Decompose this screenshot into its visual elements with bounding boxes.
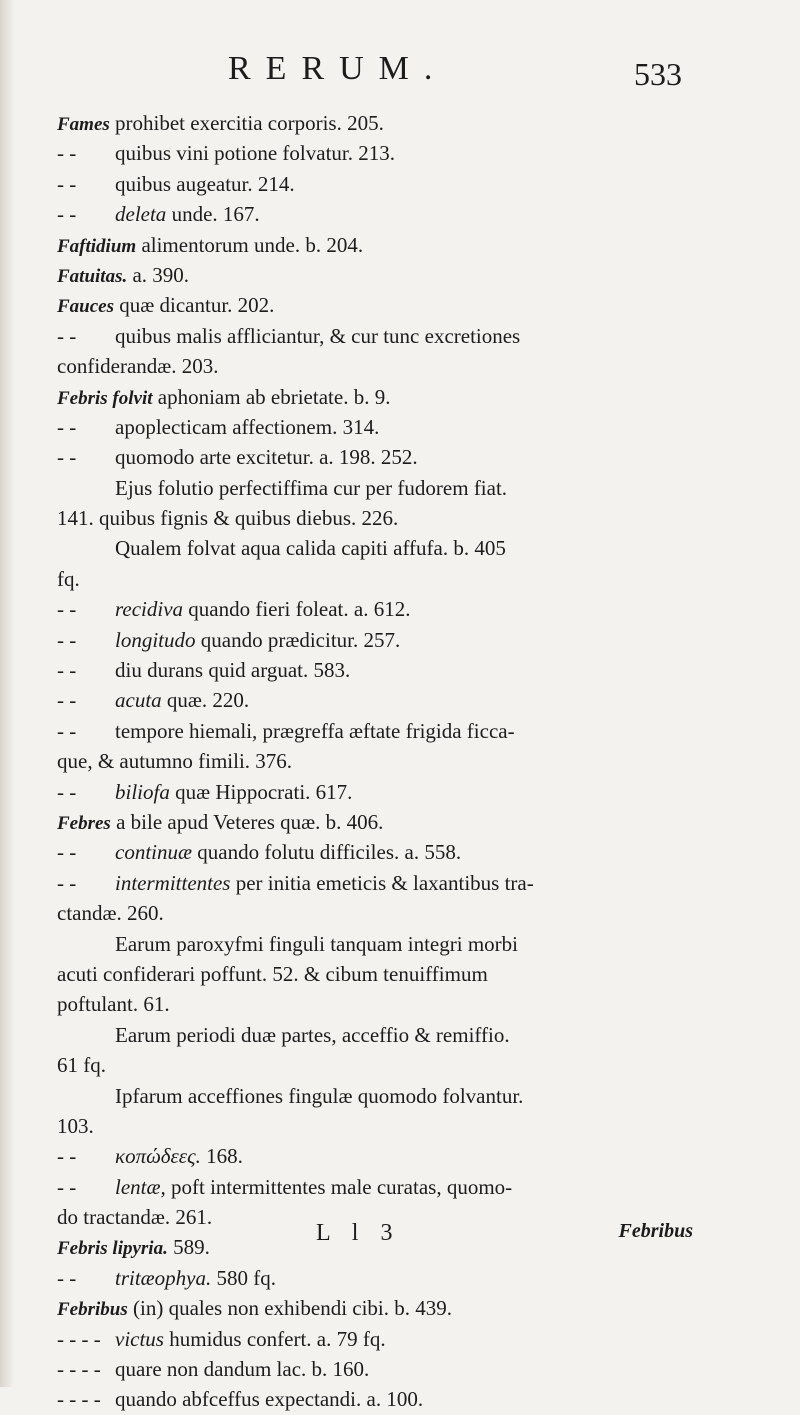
gutter-shadow [0, 0, 14, 1387]
entry-text: per initia emeticis & laxantibus tra- [230, 870, 534, 895]
entry-text: quando fieri foleat. a. 612. [183, 597, 411, 622]
index-entry-line [57, 533, 685, 563]
index-entry-line [57, 1324, 685, 1354]
entry-dash-leader: - - - - [57, 1326, 101, 1351]
index-entry-line [57, 290, 685, 320]
entry-dash-leader: - - [57, 597, 77, 622]
index-entry-line [57, 108, 685, 138]
entry-dash-leader: - - [57, 141, 77, 166]
entry-text: 589. [167, 1235, 210, 1260]
entry-headword: Fames [57, 114, 110, 135]
entry-dash-leader: - - [57, 445, 77, 470]
entry-text: quomodo arte excitetur. a. 198. 252. [115, 445, 418, 470]
entry-dash-leader: - - [57, 627, 77, 652]
entry-text: Qualem folvat aqua calida capiti affufa. b. 405 [115, 536, 506, 561]
entry-text: que, & autumno fimili. 376. [57, 749, 293, 774]
entry-headword: Febris lipyria. [57, 1238, 168, 1260]
index-entry-line [57, 1172, 685, 1202]
index-entry-line [57, 230, 685, 260]
index-entry-line [57, 868, 685, 898]
index-entry-line [57, 1111, 685, 1141]
index-entry-line [57, 746, 685, 776]
entry-text: 61 fq. [57, 1053, 106, 1078]
entry-headword: biliofa [115, 779, 170, 804]
index-entry-line [57, 594, 685, 624]
entry-text: confiderandæ. 203. [57, 354, 219, 379]
entry-text: quæ. 220. [161, 688, 250, 713]
entry-text: fq. [57, 566, 80, 591]
entry-text: diu durans quid arguat. 583. [115, 658, 351, 683]
entry-text: quibus malis affliciantur, & cur tunc excretiones [115, 323, 521, 348]
index-entry-line [57, 199, 685, 229]
index-entry-line [57, 1384, 685, 1414]
entry-dash-leader: - - - - [57, 1387, 101, 1412]
index-entry-line [57, 503, 685, 533]
entry-text: do tractandæ. 261. [57, 1205, 213, 1230]
entry-text: Earum paroxyfmi finguli tanquam integri morbi [115, 931, 518, 956]
entry-text: a. 390. [127, 262, 190, 287]
index-entry-line [57, 169, 685, 199]
index-entry-line [57, 837, 685, 867]
entry-headword: recidiva [115, 597, 184, 622]
index-entry-line [57, 321, 685, 351]
entry-headword: Fauces [57, 296, 114, 318]
entry-headword: continuæ [115, 840, 192, 865]
entry-text: poftulant. 61. [57, 992, 170, 1017]
entry-headword: longitudo [115, 627, 196, 652]
entry-text: ctandæ. 260. [57, 901, 164, 926]
index-entry-line [57, 1081, 685, 1111]
entry-text: Ejus folutio perfectiffima cur per fudorem fiat. [115, 475, 508, 500]
entry-dash-leader: - - [57, 840, 77, 865]
entry-text: a bile apud Veteres quæ. b. 406. [110, 809, 384, 834]
index-entry-line [57, 351, 685, 381]
index-entry-line [57, 777, 685, 807]
entry-dash-leader: - - [57, 1144, 77, 1169]
entry-text: quando prædicitur. 257. [195, 627, 401, 652]
entry-dash-leader: - - [57, 202, 77, 227]
entry-dash-leader: - - [57, 323, 77, 348]
entry-headword: Febribus [57, 1299, 128, 1321]
entry-dash-leader: - - [57, 718, 77, 743]
entry-headword: intermittentes [115, 870, 231, 895]
entry-text: alimentorum unde. b. 204. [136, 232, 364, 257]
entry-text: aphoniam ab ebrietate. b. 9. [152, 384, 391, 409]
entry-headword: tritæophya. [115, 1265, 212, 1290]
entry-text: quando folutu difficiles. a. 558. [192, 840, 462, 865]
entry-headword: victus [115, 1326, 164, 1351]
index-entries [57, 108, 685, 1415]
running-title: RERUM. [228, 50, 448, 87]
entry-headword: lentæ, [115, 1174, 166, 1199]
entry-text: 141. quibus fignis & quibus diebus. 226. [57, 506, 399, 531]
entry-headword: κοπώδεες. [115, 1144, 201, 1169]
entry-text: 580 fq. [211, 1265, 277, 1290]
index-entry-line [57, 959, 685, 989]
entry-text: quæ Hippocrati. 617. [169, 779, 353, 804]
entry-dash-leader: - - [57, 1174, 77, 1199]
index-entry-line [57, 1141, 685, 1171]
index-entry-line [57, 898, 685, 928]
index-entry-line [57, 473, 685, 503]
entry-dash-leader: - - [57, 779, 77, 804]
page-header [0, 50, 800, 100]
entry-headword: Febris folvit [57, 387, 153, 409]
index-entry-line [57, 807, 685, 837]
entry-text: quare non dandum lac. b. 160. [115, 1357, 370, 1382]
index-entry-line [57, 260, 685, 290]
entry-headword: Febres [57, 812, 111, 834]
entry-headword: acuta [115, 688, 162, 713]
entry-text: humidus confert. a. 79 fq. [163, 1326, 386, 1351]
page-number: 533 [634, 56, 682, 92]
index-entry-line [57, 716, 685, 746]
entry-dash-leader: - - - - [57, 1357, 101, 1382]
entry-headword: Fatuitas. [57, 265, 128, 287]
entry-text: 103. [57, 1113, 94, 1138]
signature-mark: L l 3 [316, 1220, 401, 1246]
index-entry-line [57, 138, 685, 168]
index-entry-line [57, 655, 685, 685]
entry-text: poft intermittentes male curatas, quomo- [165, 1174, 513, 1199]
entry-dash-leader: - - [57, 658, 77, 683]
index-entry-line [57, 382, 685, 412]
entry-dash-leader: - - [57, 1265, 77, 1290]
entry-text: quibus vini potione folvatur. 213. [115, 141, 395, 166]
index-entry-line [57, 1293, 685, 1323]
entry-text: tempore hiemali, prægreffa æftate frigida ficca- [115, 718, 515, 743]
entry-headword: deleta [115, 202, 167, 227]
entry-text: (in) quales non exhibendi cibi. b. 439. [127, 1296, 453, 1321]
index-entry-line [57, 564, 685, 594]
entry-dash-leader: - - [57, 688, 77, 713]
entry-text: prohibet exercitia corporis. 205. [109, 111, 384, 135]
index-entry-line [57, 1263, 685, 1293]
entry-text: 168. [200, 1144, 243, 1169]
entry-text: unde. 167. [166, 202, 260, 227]
entry-text: quando abfceffus expectandi. a. 100. [115, 1387, 424, 1412]
index-entry-line [57, 1050, 685, 1080]
index-entry-line [57, 1020, 685, 1050]
index-entry-line [57, 929, 685, 959]
entry-text: Earum periodi duæ partes, acceffio & remiffio. [115, 1022, 510, 1047]
index-entry-line [57, 685, 685, 715]
entry-text: apoplecticam affectionem. 314. [115, 414, 380, 439]
index-entry-line [57, 442, 685, 472]
entry-dash-leader: - - [57, 171, 77, 196]
entry-headword: Faftidium [57, 235, 137, 257]
entry-text: Ipfarum acceffiones fingulæ quomodo folvantur. [115, 1083, 524, 1108]
entry-text: quibus augeatur. 214. [115, 171, 295, 196]
index-entry-line [57, 989, 685, 1019]
entry-dash-leader: - - [57, 870, 77, 895]
page-footer [0, 1220, 800, 1260]
entry-text: acuti confiderari poffunt. 52. & cibum tenuiffimum [57, 961, 488, 986]
index-entry-line [57, 625, 685, 655]
entry-dash-leader: - - [57, 414, 77, 439]
index-entry-line [57, 1354, 685, 1384]
catchword: Febribus [618, 1220, 693, 1242]
entry-text: quæ dicantur. 202. [114, 293, 275, 318]
index-entry-line [57, 412, 685, 442]
